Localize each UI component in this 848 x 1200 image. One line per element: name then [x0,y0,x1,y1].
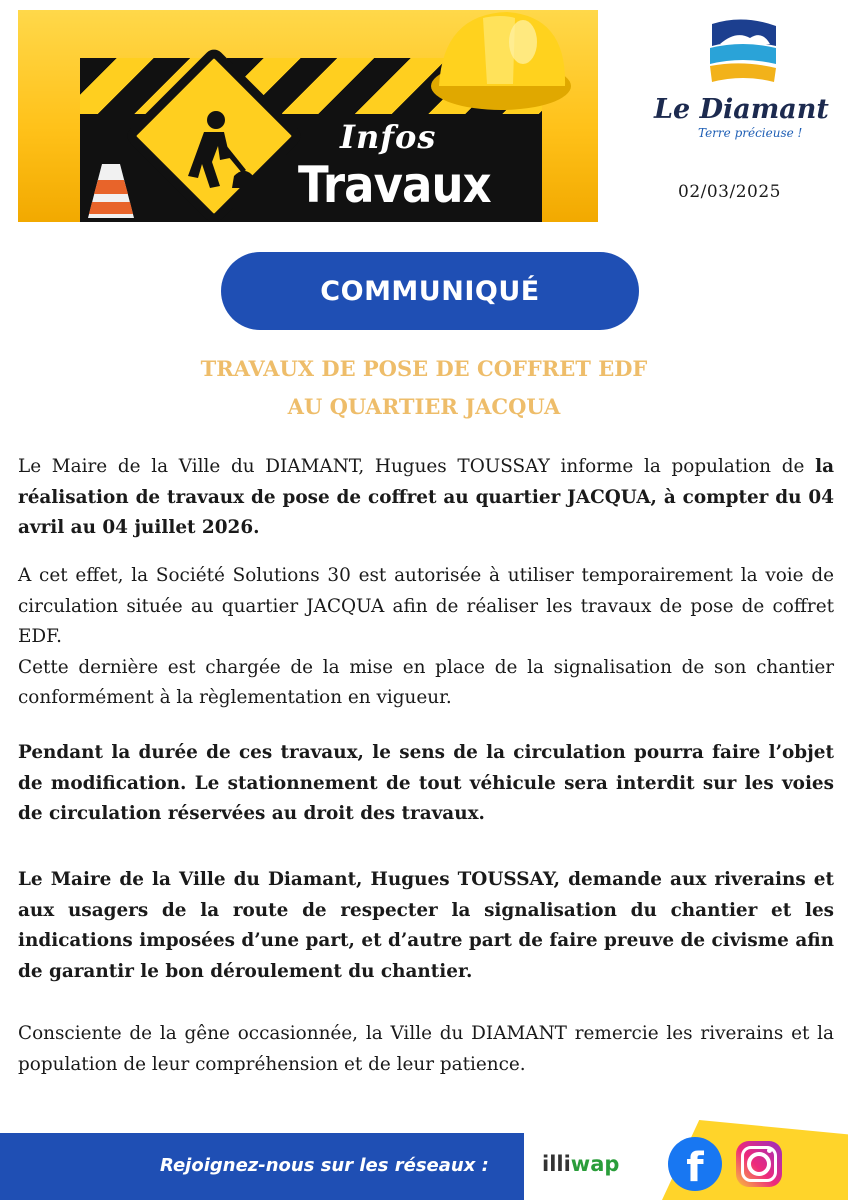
worker-icon [174,106,258,196]
infos-travaux-banner [18,10,598,222]
communique-label: COMMUNIQUÉ [320,275,540,307]
paragraph-traffic-rules [18,738,834,830]
le-diamant-logo [650,16,836,146]
instagram-icon[interactable] [736,1141,782,1187]
paragraph-contractor [18,561,834,714]
instagram-dot [767,1148,772,1153]
illiwap-text-a: illi [542,1152,571,1176]
diamant-rock-icon [706,16,780,90]
banner-travaux-text: Travaux [298,156,491,214]
contractor-signage: Cette dernière est chargée de la mise en place de la signalisation de son chantier conformément à la règlementation en vigueur. [18,656,834,708]
paragraph-announcement [18,452,834,544]
paragraph-thanks [18,1019,834,1080]
paragraph-mayor-request [18,865,834,987]
logo-tagline: Terre précieuse ! [698,126,803,140]
social-invite-text: Rejoignez-nous sur les réseaux : [160,1155,489,1176]
contractor-authorisation: A cet effet, la Société Solutions 30 est autorisée à utiliser temporairement la voie de circulation située au quartier JACQUA afin de réaliser les travaux de pose de coffret EDF. [18,565,834,647]
hard-hat-icon [423,10,575,124]
facebook-glyph: f [686,1145,704,1191]
announcement-dates: la réalisation de travaux de pose de coffret au quartier JACQUA, à compter du 04 avril au 04 juillet 2026. [18,456,834,538]
traffic-rules-text: Pendant la durée de ces travaux, le sens de la circulation pourra faire l’objet de modification. Le stationnement de tout véhicule sera interdit sur les voies de circulation réservées au droit des travaux. [18,742,834,824]
communique-badge [221,252,639,330]
mayor-request-text: Le Maire de la Ville du Diamant, Hugues TOUSSAY, demande aux riverains et aux usagers de la route de respecter la signalisation du chantier et les indications imposées d’une part, et d’autre part de faire preuve de civisme afin de garantir le bon déroulement du chantier. [18,869,834,982]
facebook-icon[interactable] [668,1137,722,1191]
illiwap-link[interactable] [542,1152,619,1176]
instagram-lens [747,1152,771,1176]
subtitle-line-2: AU QUARTIER JACQUA [287,394,561,419]
subtitle-line-1: TRAVAUX DE POSE DE COFFRET EDF [200,356,648,381]
announcement-intro: Le Maire de la Ville du DIAMANT, Hugues TOUSSAY informe la population de [18,456,816,477]
illiwap-text-b: wap [570,1152,620,1176]
banner-infos-text: Infos [340,118,437,156]
document-date: 02/03/2025 [678,182,781,202]
thanks-text: Consciente de la gêne occasionnée, la Ville du DIAMANT remercie les riverains et la population de leur compréhension et de leur patience. [18,1023,834,1075]
logo-name: Le Diamant [654,94,829,125]
traffic-cone-icon [84,160,138,222]
